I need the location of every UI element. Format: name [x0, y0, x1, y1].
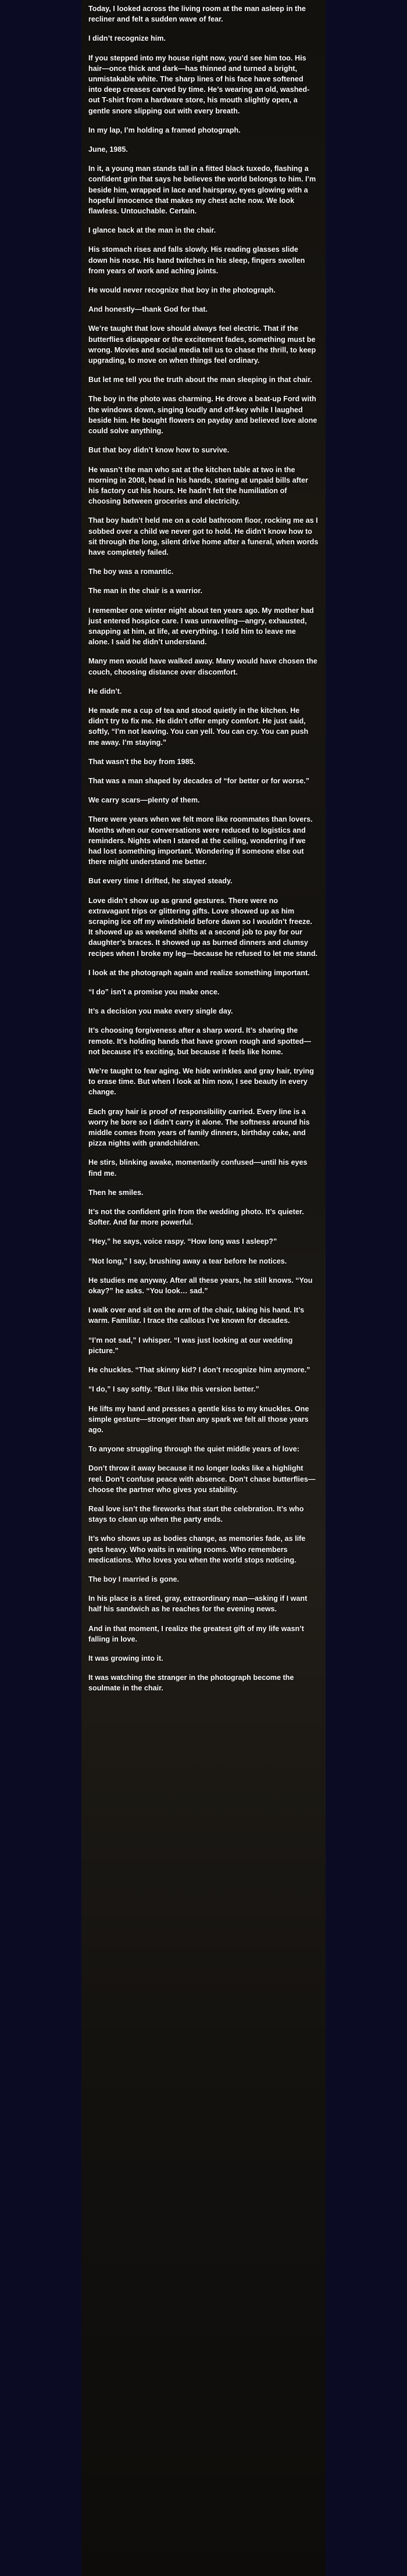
story-paragraph: That was a man shaped by decades of “for better or for worse.” [88, 776, 310, 785]
story-paragraph: “Hey,” he says, voice raspy. “How long was I asleep?” [88, 1237, 277, 1246]
story-paragraph: Love didn’t show up as grand gestures. There were no extravagant trips or glittering gifts. Love showed up as him scraping ice off my windshield before dawn so I wouldn’t freeze. It showed up as weekend shifts at a second job to pay for our daughter’s braces. It showed up as burned dinners and clumsy recipes when I broke my leg—because he refused to let me stand. [88, 896, 318, 958]
story-paragraph: Then he smiles. [88, 1188, 144, 1197]
story-paragraph: Each gray hair is proof of responsibility carried. Every line is a worry he bore so I didn’t carry it alone. The softness around his middle comes from years of family dinners, birthday cake, and pizza nights with grandchildren. [88, 1107, 310, 1148]
story-paragraph: “I do,” I say softly. “But I like this version better.” [88, 1385, 259, 1394]
left-margin [0, 0, 81, 2576]
story-paragraph: And honestly—thank God for that. [88, 305, 208, 314]
story-paragraph: We’re taught that love should always feel electric. That if the butterflies disappear or the excitement fades, something must be wrong. Movies and social media tell us to chase the thrill, to keep upgrading, to move on when things feel ordinary. [88, 324, 316, 365]
story-paragraph: And in that moment, I realize the greatest gift of my life wasn’t falling in love. [88, 1624, 304, 1643]
story-paragraph: The man in the chair is a warrior. [88, 587, 202, 595]
story-paragraph: He made me a cup of tea and stood quietly in the kitchen. He didn’t try to fix me. He didn’t offer empty comfort. He just said, softly, “I’m not leaving. You can yell. You can cry. You can push me away. I’m staying.” [88, 706, 309, 747]
story-paragraph: The boy was a romantic. [88, 568, 174, 576]
story-paragraph: That boy hadn’t held me on a cold bathroom floor, rocking me as I sobbed over a child we never got to hold. He didn’t know how to sit through the long, silent drive home after a funeral, when words have completely failed. [88, 516, 319, 556]
story-paragraph: But every time I drifted, he stayed steady. [88, 877, 233, 886]
story-paragraph: But that boy didn’t know how to survive. [88, 446, 230, 455]
story-paragraph: It’s a decision you make every single day. [88, 1007, 233, 1016]
story-paragraph: He studies me anyway. After all these years, he still knows. “You okay?” he asks. “You look… sad.” [88, 1276, 313, 1296]
story-paragraph: Don’t throw it away because it no longer looks like a highlight reel. Don’t confuse peace with absence. Don’t chase butterflies—choose the partner who gives you stability. [88, 1464, 316, 1494]
story-paragraph: “I’m not sad,” I whisper. “I was just looking at our wedding picture.” [88, 1336, 293, 1355]
story-paragraph: There were years when we felt more like roommates than lovers. Months when our conversations were reduced to logistics and reminders. Nights when I stared at the ceiling, wondering if we had lost something important. Wondering if someone else out there might understand me better. [88, 815, 313, 866]
story-paragraph: That wasn’t the boy from 1985. [88, 757, 196, 766]
story-paragraph: We’re taught to fear aging. We hide wrinkles and gray hair, trying to erase time. But when I look at him now, I see beauty in every change. [88, 1067, 314, 1097]
story-paragraph: If you stepped into my house right now, you’d see him too. His hair—once thick and dark—has thinned and turned a bright, unmistakable white. The sharp lines of his face have softened into deep creases carved by time. He’s wearing an old, washed-out T-shirt from a hardware store, his mouth slightly open, a gentle snore slipping out with every breath. [88, 53, 310, 115]
story-paragraph: “I do” isn’t a promise you make once. [88, 988, 220, 997]
story-paragraph: We carry scars—plenty of them. [88, 796, 200, 805]
story-paragraph: It’s not the confident grin from the wedding photo. It’s quieter. Softer. And far more powerful. [88, 1208, 304, 1227]
story-paragraph: It’s choosing forgiveness after a sharp word. It’s sharing the remote. It’s holding hands that have grown rough and spotted—not because it’s exciting, but because it feels like home. [88, 1026, 311, 1056]
story-paragraph: In his place is a tired, gray, extraordinary man—asking if I want half his sandwich as he reaches for the evening news. [88, 1594, 308, 1614]
story-paragraph: He stirs, blinking awake, momentarily confused—until his eyes find me. [88, 1158, 308, 1178]
story-paragraph: In it, a young man stands tall in a fitted black tuxedo, flashing a confident grin that says he believes the world belongs to him. I’m beside him, wrapped in lace and hairspray, eyes glowing with a hopeful innocence that makes my chest ache now. We look flawless. Untouchable. Certain. [88, 165, 316, 216]
story-paragraph: He chuckles. “That skinny kid? I don’t recognize him anymore.” [88, 1366, 310, 1375]
story-paragraph: The boy in the photo was charming. He drove a beat-up Ford with the windows down, singing loudly and off-key while I laughed beside him. He bought flowers on payday and believed love alone could solve anything. [88, 395, 317, 436]
story-paragraph: To anyone struggling through the quiet middle years of love: [88, 1445, 299, 1454]
story-paragraph: He lifts my hand and presses a gentle kiss to my knuckles. One simple gesture—stronger than any spark we felt all those years ago. [88, 1404, 309, 1434]
story-paragraph: I look at the photograph again and realize something important. [88, 968, 310, 977]
story-paragraph: I glance back at the man in the chair. [88, 226, 216, 235]
story-paragraph: Many men would have walked away. Many would have chosen the couch, choosing distance over discomfort. [88, 657, 317, 676]
story-paragraph: It was watching the stranger in the photograph become the soulmate in the chair. [88, 1674, 294, 1693]
story-paragraph: He wasn’t the man who sat at the kitchen table at two in the morning in 2008, head in his hands, staring at unpaid bills after his factory cut his hours. He hadn’t felt the humiliation of choosing between groceries and electricity. [88, 465, 308, 506]
story-paragraph: “Not long,” I say, brushing away a tear before he notices. [88, 1257, 287, 1265]
story-paragraph: I walk over and sit on the arm of the chair, taking his hand. It’s warm. Familiar. I trace the callous I’ve known for decades. [88, 1306, 305, 1325]
story-paragraph: June, 1985. [88, 145, 128, 154]
story-paragraph: In my lap, I’m holding a framed photograph. [88, 126, 241, 134]
story-paragraph: His stomach rises and falls slowly. His reading glasses slide down his nose. His hand twitches in his sleep, fingers swollen from years of work and aching joints. [88, 245, 305, 275]
story-paragraph: It’s who shows up as bodies change, as memories fade, as life gets heavy. Who waits in waiting rooms. Who remembers medications. Who loves you when the world stops noticing. [88, 1535, 306, 1564]
story-paragraph: Today, I looked across the living room at the man asleep in the recliner and felt a sudden wave of fear. [88, 5, 306, 24]
story-paragraph: Real love isn’t the fireworks that start the celebration. It’s who stays to clean up when the party ends. [88, 1504, 304, 1524]
story-paragraph: He didn’t. [88, 687, 122, 695]
story-paragraph: But let me tell you the truth about the man sleeping in that chair. [88, 376, 312, 384]
story-text [88, 3, 319, 1703]
right-margin [326, 0, 407, 2576]
story-paragraph: I remember one winter night about ten years ago. My mother had just entered hospice care. I was unraveling—angry, exhausted, snapping at him, at life, at everything. I told him to leave me alone. I said he didn’t understand. [88, 606, 314, 647]
story-paragraph: He would never recognize that boy in the photograph. [88, 286, 276, 295]
story-paragraph: It was growing into it. [88, 1654, 163, 1662]
story-paragraph: I didn’t recognize him. [88, 34, 166, 43]
story-paragraph: The boy I married is gone. [88, 1575, 180, 1583]
